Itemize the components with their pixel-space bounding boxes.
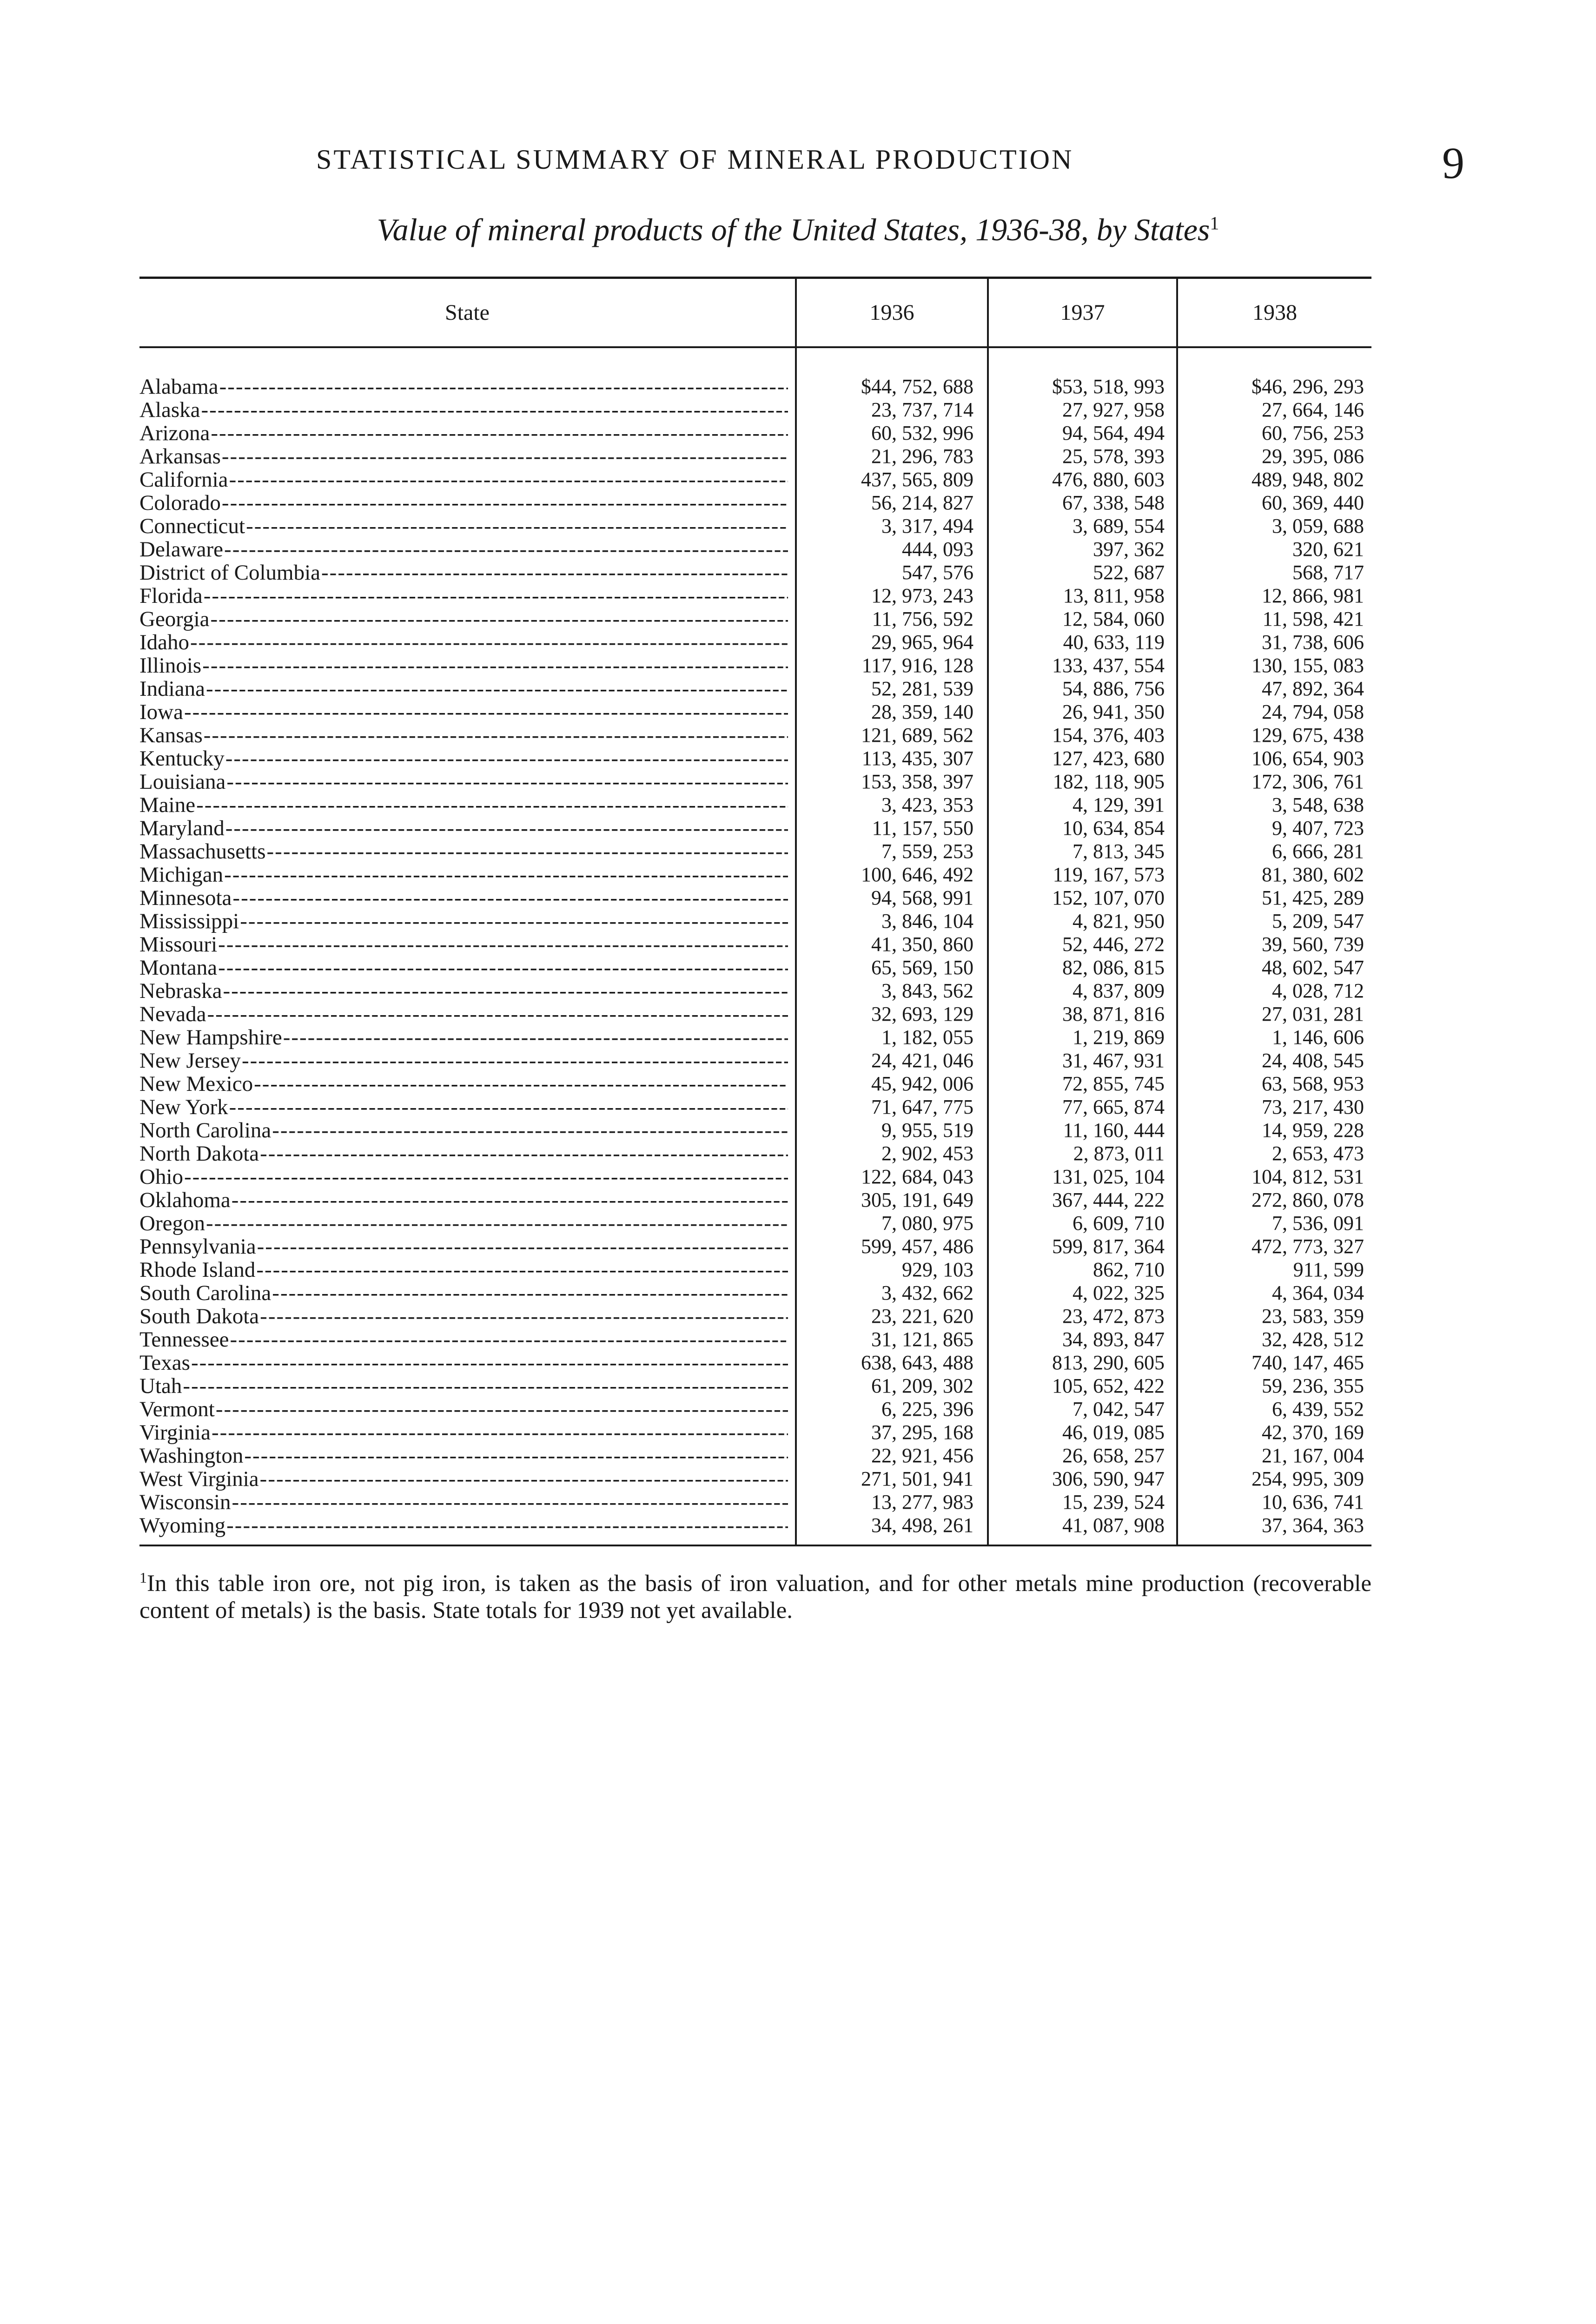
value-1936-cell: 1, 182, 055	[881, 1026, 973, 1049]
state-cell: Arizona -----	[139, 422, 788, 445]
table-row	[139, 1374, 1371, 1398]
value-1937-cell: 131, 025, 104	[1052, 1165, 1165, 1188]
value-1936-cell: 56, 214, 827	[871, 491, 973, 514]
table-row	[139, 375, 1371, 398]
value-1938-cell: 740, 147, 465	[1252, 1351, 1364, 1374]
value-1938-cell: 3, 548, 638	[1272, 793, 1364, 816]
value-1937-cell: 31, 467, 931	[1062, 1049, 1165, 1072]
value-1936-cell: 22, 921, 456	[871, 1444, 973, 1467]
value-1937-cell: 13, 811, 958	[1063, 584, 1165, 607]
value-1936-cell: 41, 350, 860	[871, 933, 973, 956]
value-1936-cell: 13, 277, 983	[871, 1491, 973, 1513]
state-cell: Missouri -----	[139, 933, 788, 956]
value-1937-cell: 119, 167, 573	[1053, 863, 1165, 886]
state-cell: South Carolina -----	[139, 1281, 788, 1305]
state-cell: South Dakota -----	[139, 1305, 788, 1328]
state-cell: Montana -----	[139, 956, 788, 979]
state-cell: Connecticut -----	[139, 515, 788, 538]
state-cell: Iowa -----	[139, 700, 788, 724]
value-1936-cell: 153, 358, 397	[861, 770, 973, 793]
value-1937-cell: 862, 710	[1093, 1258, 1165, 1281]
value-1936-cell: 7, 080, 975	[881, 1212, 973, 1235]
value-1937-cell: 46, 019, 085	[1062, 1421, 1165, 1444]
value-1938-cell: 129, 675, 438	[1252, 724, 1364, 746]
table-body	[139, 375, 1371, 1537]
value-1936-cell: 28, 359, 140	[871, 700, 973, 723]
page-number: 9	[1442, 138, 1464, 188]
table-row	[139, 1258, 1371, 1281]
table-bottom-rule	[139, 1545, 1371, 1546]
value-1937-cell: 7, 042, 547	[1073, 1398, 1165, 1420]
value-1938-cell: 32, 428, 512	[1262, 1328, 1364, 1351]
table-row	[139, 468, 1371, 491]
value-1937-cell: 367, 444, 222	[1052, 1188, 1165, 1211]
table-row	[139, 1072, 1371, 1096]
state-cell: Maine -----	[139, 793, 788, 817]
value-1936-cell: 2, 902, 453	[881, 1142, 973, 1165]
header-1938: 1938	[1252, 300, 1297, 325]
value-1936-cell: 122, 684, 043	[861, 1165, 973, 1188]
table-row	[139, 561, 1371, 584]
value-1938-cell: 4, 028, 712	[1272, 979, 1364, 1002]
value-1938-cell: 5, 209, 547	[1272, 910, 1364, 932]
value-1937-cell: 41, 087, 908	[1062, 1514, 1165, 1537]
table-row	[139, 910, 1371, 933]
value-1938-cell: 911, 599	[1293, 1258, 1364, 1281]
state-cell: Mississippi -----	[139, 910, 788, 933]
value-1937-cell: 4, 837, 809	[1073, 979, 1165, 1002]
value-1937-cell: 306, 590, 947	[1052, 1467, 1165, 1490]
value-1937-cell: 4, 022, 325	[1073, 1281, 1165, 1304]
value-1936-cell: 599, 457, 486	[861, 1235, 973, 1258]
value-1937-cell: 7, 813, 345	[1073, 840, 1165, 863]
table-row	[139, 1398, 1371, 1421]
value-1937-cell: 23, 472, 873	[1062, 1305, 1165, 1327]
value-1937-cell: 182, 118, 905	[1053, 770, 1165, 793]
table-row	[139, 654, 1371, 677]
table-row	[139, 1328, 1371, 1351]
value-1938-cell: 73, 217, 430	[1262, 1096, 1364, 1118]
value-1938-cell: 37, 364, 363	[1262, 1514, 1364, 1537]
value-1938-cell: 42, 370, 169	[1262, 1421, 1364, 1444]
state-cell: Nebraska -----	[139, 979, 788, 1003]
value-1936-cell: 52, 281, 539	[871, 677, 973, 700]
state-cell: Florida -----	[139, 584, 788, 607]
value-1937-cell: 54, 886, 756	[1062, 677, 1165, 700]
value-1937-cell: 15, 239, 524	[1062, 1491, 1165, 1513]
table-row	[139, 979, 1371, 1003]
table-row	[139, 1003, 1371, 1026]
value-1938-cell: 63, 568, 953	[1262, 1072, 1364, 1095]
value-1937-cell: 152, 107, 070	[1052, 886, 1165, 909]
value-1938-cell: 4, 364, 034	[1272, 1281, 1364, 1304]
value-1936-cell: 12, 973, 243	[871, 584, 973, 607]
value-1936-cell: 121, 689, 562	[861, 724, 973, 746]
value-1938-cell: 568, 717	[1292, 561, 1364, 584]
value-1937-cell: 127, 423, 680	[1052, 747, 1165, 770]
value-1937-cell: 34, 893, 847	[1062, 1328, 1165, 1351]
value-1936-cell: 6, 225, 396	[881, 1398, 973, 1420]
value-1938-cell: 51, 425, 289	[1262, 886, 1364, 909]
value-1938-cell: 2, 653, 473	[1272, 1142, 1364, 1165]
table-title	[0, 211, 1596, 248]
value-1938-cell: 106, 654, 903	[1252, 747, 1364, 770]
state-cell: Vermont -----	[139, 1398, 788, 1421]
value-1937-cell: 12, 584, 060	[1062, 607, 1165, 630]
state-cell: Georgia -----	[139, 607, 788, 631]
state-cell: District of Columbia -----	[139, 561, 788, 584]
value-1937-cell: 25, 578, 393	[1062, 445, 1165, 468]
value-1938-cell: 272, 860, 078	[1252, 1188, 1364, 1211]
value-1936-cell: 71, 647, 775	[871, 1096, 973, 1118]
value-1938-cell: 60, 756, 253	[1262, 422, 1364, 444]
table-row	[139, 631, 1371, 654]
value-1938-cell: 24, 408, 545	[1262, 1049, 1364, 1072]
value-1937-cell: 3, 689, 554	[1073, 515, 1165, 537]
value-1938-cell: 29, 395, 086	[1262, 445, 1364, 468]
table-row	[139, 1165, 1371, 1188]
table-header-rule	[139, 346, 1371, 348]
running-head	[139, 137, 1464, 188]
state-cell: New Hampshire -----	[139, 1026, 788, 1049]
value-1938-cell: 172, 306, 761	[1252, 770, 1364, 793]
table-row	[139, 398, 1371, 422]
value-1937-cell: 77, 665, 874	[1062, 1096, 1165, 1118]
footnote	[139, 1564, 1371, 1624]
table-row	[139, 793, 1371, 817]
value-1936-cell: 11, 756, 592	[872, 607, 973, 630]
value-1937-cell: 813, 290, 605	[1052, 1351, 1165, 1374]
value-1936-cell: 3, 843, 562	[881, 979, 973, 1002]
value-1936-cell: 29, 965, 964	[871, 631, 973, 654]
state-cell: Alabama -----	[139, 375, 788, 398]
value-1936-cell: 437, 565, 809	[861, 468, 973, 491]
value-1937-cell: 27, 927, 958	[1062, 398, 1165, 421]
value-1938-cell: 31, 738, 606	[1262, 631, 1364, 654]
value-1938-cell: 104, 812, 531	[1252, 1165, 1364, 1188]
table-row	[139, 747, 1371, 770]
value-1938-cell: 48, 602, 547	[1262, 956, 1364, 979]
value-1936-cell: 60, 532, 996	[871, 422, 973, 444]
value-1936-cell: $44, 752, 688	[861, 375, 973, 398]
value-1938-cell: 7, 536, 091	[1272, 1212, 1364, 1235]
value-1938-cell: 6, 439, 552	[1272, 1398, 1364, 1420]
value-1936-cell: 117, 916, 128	[861, 654, 973, 677]
value-1937-cell: 154, 376, 403	[1052, 724, 1165, 746]
state-cell: Utah -----	[139, 1374, 788, 1398]
value-1936-cell: 23, 737, 714	[871, 398, 973, 421]
value-1937-cell: 522, 687	[1093, 561, 1165, 584]
state-cell: West Virginia -----	[139, 1467, 788, 1491]
table-row	[139, 1235, 1371, 1258]
table-row	[139, 1281, 1371, 1305]
state-cell: Oregon -----	[139, 1212, 788, 1235]
state-cell: Louisiana -----	[139, 770, 788, 793]
value-1937-cell: 105, 652, 422	[1052, 1374, 1165, 1397]
state-cell: Kansas -----	[139, 724, 788, 747]
value-1936-cell: 444, 093	[902, 538, 973, 561]
value-1936-cell: 24, 421, 046	[871, 1049, 973, 1072]
table-row	[139, 886, 1371, 910]
value-1938-cell: 1, 146, 606	[1272, 1026, 1364, 1049]
value-1937-cell: 94, 564, 494	[1062, 422, 1165, 444]
value-1938-cell: 320, 621	[1292, 538, 1364, 561]
state-cell: North Carolina -----	[139, 1119, 788, 1142]
value-1938-cell: 489, 948, 802	[1252, 468, 1364, 491]
value-1938-cell: 6, 666, 281	[1272, 840, 1364, 863]
state-cell: Colorado -----	[139, 491, 788, 515]
value-1938-cell: 59, 236, 355	[1262, 1374, 1364, 1397]
value-1936-cell: 94, 568, 991	[871, 886, 973, 909]
value-1936-cell: 3, 846, 104	[881, 910, 973, 932]
state-cell: New Mexico -----	[139, 1072, 788, 1096]
value-1938-cell: 21, 167, 004	[1262, 1444, 1364, 1467]
value-1936-cell: 11, 157, 550	[872, 817, 973, 839]
value-1938-cell: 12, 866, 981	[1262, 584, 1364, 607]
value-1938-cell: 254, 995, 309	[1252, 1467, 1364, 1490]
value-1936-cell: 61, 209, 302	[871, 1374, 973, 1397]
state-cell: Wyoming -----	[139, 1514, 788, 1537]
table-row	[139, 933, 1371, 956]
state-cell: Pennsylvania -----	[139, 1235, 788, 1258]
value-1937-cell: 599, 817, 364	[1052, 1235, 1165, 1258]
state-cell: Indiana -----	[139, 677, 788, 700]
state-cell: Rhode Island -----	[139, 1258, 788, 1281]
table-row	[139, 1467, 1371, 1491]
table-row	[139, 445, 1371, 468]
table-row	[139, 724, 1371, 747]
value-1936-cell: 31, 121, 865	[871, 1328, 973, 1351]
running-title: STATISTICAL SUMMARY OF MINERAL PRODUCTION	[316, 144, 1074, 175]
value-1937-cell: 52, 446, 272	[1062, 933, 1165, 956]
value-1937-cell: 4, 129, 391	[1073, 793, 1165, 816]
state-cell: Tennessee -----	[139, 1328, 788, 1351]
value-1938-cell: 60, 369, 440	[1262, 491, 1364, 514]
table-title-note-mark: 1	[1210, 212, 1219, 234]
value-1936-cell: 45, 942, 006	[871, 1072, 973, 1095]
footnote-mark: 1	[139, 1569, 147, 1586]
value-1936-cell: 21, 296, 783	[871, 445, 973, 468]
table-row	[139, 515, 1371, 538]
state-cell: Washington -----	[139, 1444, 788, 1467]
state-cell: Alaska -----	[139, 398, 788, 422]
table-row	[139, 1305, 1371, 1328]
value-1938-cell: 47, 892, 364	[1262, 677, 1364, 700]
table-row	[139, 1049, 1371, 1072]
state-cell: Maryland -----	[139, 817, 788, 840]
value-1937-cell: $53, 518, 993	[1052, 375, 1165, 398]
state-cell: California -----	[139, 468, 788, 491]
state-cell: Virginia -----	[139, 1421, 788, 1444]
table-title-text: Value of mineral products of the United States, 1936-38, by States	[377, 212, 1210, 247]
table-row	[139, 538, 1371, 561]
value-1937-cell: 11, 160, 444	[1063, 1119, 1165, 1142]
value-1938-cell: 14, 959, 228	[1262, 1119, 1364, 1142]
value-1938-cell: 23, 583, 359	[1262, 1305, 1364, 1327]
value-1937-cell: 26, 941, 350	[1062, 700, 1165, 723]
table-row	[139, 770, 1371, 793]
state-cell: New York -----	[139, 1096, 788, 1119]
state-cell: Nevada -----	[139, 1003, 788, 1026]
value-1936-cell: 100, 646, 492	[861, 863, 973, 886]
value-1937-cell: 72, 855, 745	[1062, 1072, 1165, 1095]
value-1936-cell: 547, 576	[902, 561, 973, 584]
value-1937-cell: 4, 821, 950	[1073, 910, 1165, 932]
value-1937-cell: 10, 634, 854	[1062, 817, 1165, 839]
table-row	[139, 1514, 1371, 1537]
value-1936-cell: 3, 423, 353	[881, 793, 973, 816]
table-row	[139, 491, 1371, 515]
value-1938-cell: 81, 380, 602	[1262, 863, 1364, 886]
footnote-text: In this table iron ore, not pig iron, is taken as the basis of iron valuation, and for other metals mine production (recoverable content of metals) is the basis. State totals for 1939 not yet available.	[139, 1571, 1371, 1624]
value-1937-cell: 38, 871, 816	[1062, 1003, 1165, 1025]
value-1937-cell: 82, 086, 815	[1062, 956, 1165, 979]
state-cell: Oklahoma -----	[139, 1188, 788, 1212]
state-cell: Michigan -----	[139, 863, 788, 886]
state-cell: Illinois -----	[139, 654, 788, 677]
state-cell: Idaho -----	[139, 631, 788, 654]
value-1936-cell: 37, 295, 168	[871, 1421, 973, 1444]
state-cell: Texas -----	[139, 1351, 788, 1374]
header-1936: 1936	[869, 300, 914, 325]
value-1937-cell: 26, 658, 257	[1062, 1444, 1165, 1467]
value-1936-cell: 3, 317, 494	[881, 515, 973, 537]
header-state: State	[445, 300, 490, 325]
table-row	[139, 1096, 1371, 1119]
table-row	[139, 1444, 1371, 1467]
value-1937-cell: 2, 873, 011	[1073, 1142, 1165, 1165]
state-cell: Minnesota -----	[139, 886, 788, 910]
value-1938-cell: 9, 407, 723	[1272, 817, 1364, 839]
value-1936-cell: 638, 643, 488	[861, 1351, 973, 1374]
table-row	[139, 700, 1371, 724]
table-row	[139, 1351, 1371, 1374]
value-1937-cell: 67, 338, 548	[1062, 491, 1165, 514]
value-1938-cell: 472, 773, 327	[1252, 1235, 1364, 1258]
value-1938-cell: 10, 636, 741	[1262, 1491, 1364, 1513]
table-row	[139, 1421, 1371, 1444]
state-cell: Delaware -----	[139, 538, 788, 561]
value-1936-cell: 7, 559, 253	[881, 840, 973, 863]
state-cell: Kentucky -----	[139, 747, 788, 770]
table-row	[139, 1026, 1371, 1049]
state-cell: Wisconsin -----	[139, 1491, 788, 1514]
table-row	[139, 422, 1371, 445]
header-1937: 1937	[1060, 300, 1105, 325]
value-1938-cell: 3, 059, 688	[1272, 515, 1364, 537]
value-1938-cell: 27, 031, 281	[1262, 1003, 1364, 1025]
table-row	[139, 1212, 1371, 1235]
value-1936-cell: 23, 221, 620	[871, 1305, 973, 1327]
table-row	[139, 817, 1371, 840]
value-1937-cell: 397, 362	[1093, 538, 1165, 561]
state-cell: New Jersey -----	[139, 1049, 788, 1072]
state-cell: Arkansas -----	[139, 445, 788, 468]
table-row	[139, 1142, 1371, 1165]
table-row	[139, 1119, 1371, 1142]
value-1937-cell: 133, 437, 554	[1052, 654, 1165, 677]
value-1938-cell: 24, 794, 058	[1262, 700, 1364, 723]
state-cell: Ohio -----	[139, 1165, 788, 1188]
table-row	[139, 584, 1371, 607]
value-1936-cell: 9, 955, 519	[881, 1119, 973, 1142]
value-1937-cell: 40, 633, 119	[1063, 631, 1165, 654]
value-1936-cell: 34, 498, 261	[871, 1514, 973, 1537]
value-1936-cell: 271, 501, 941	[861, 1467, 973, 1490]
table-row	[139, 677, 1371, 700]
value-1937-cell: 476, 880, 603	[1052, 468, 1165, 491]
table-row	[139, 1188, 1371, 1212]
value-1938-cell: 39, 560, 739	[1262, 933, 1364, 956]
value-1938-cell: $46, 296, 293	[1252, 375, 1364, 398]
value-1937-cell: 1, 219, 869	[1073, 1026, 1165, 1049]
state-cell: Massachusetts -----	[139, 840, 788, 863]
value-1936-cell: 3, 432, 662	[881, 1281, 973, 1304]
table-row	[139, 863, 1371, 886]
table-row	[139, 956, 1371, 979]
value-1938-cell: 11, 598, 421	[1262, 607, 1364, 630]
value-1938-cell: 130, 155, 083	[1252, 654, 1364, 677]
value-1936-cell: 305, 191, 649	[861, 1188, 973, 1211]
table-top-rule	[139, 277, 1371, 279]
table-row	[139, 840, 1371, 863]
table-row	[139, 607, 1371, 631]
value-1936-cell: 32, 693, 129	[871, 1003, 973, 1025]
value-1936-cell: 929, 103	[902, 1258, 973, 1281]
state-cell: North Dakota -----	[139, 1142, 788, 1165]
table-row	[139, 1491, 1371, 1514]
value-1937-cell: 6, 609, 710	[1073, 1212, 1165, 1235]
value-1936-cell: 65, 569, 150	[871, 956, 973, 979]
value-1936-cell: 113, 435, 307	[861, 747, 973, 770]
value-1938-cell: 27, 664, 146	[1262, 398, 1364, 421]
